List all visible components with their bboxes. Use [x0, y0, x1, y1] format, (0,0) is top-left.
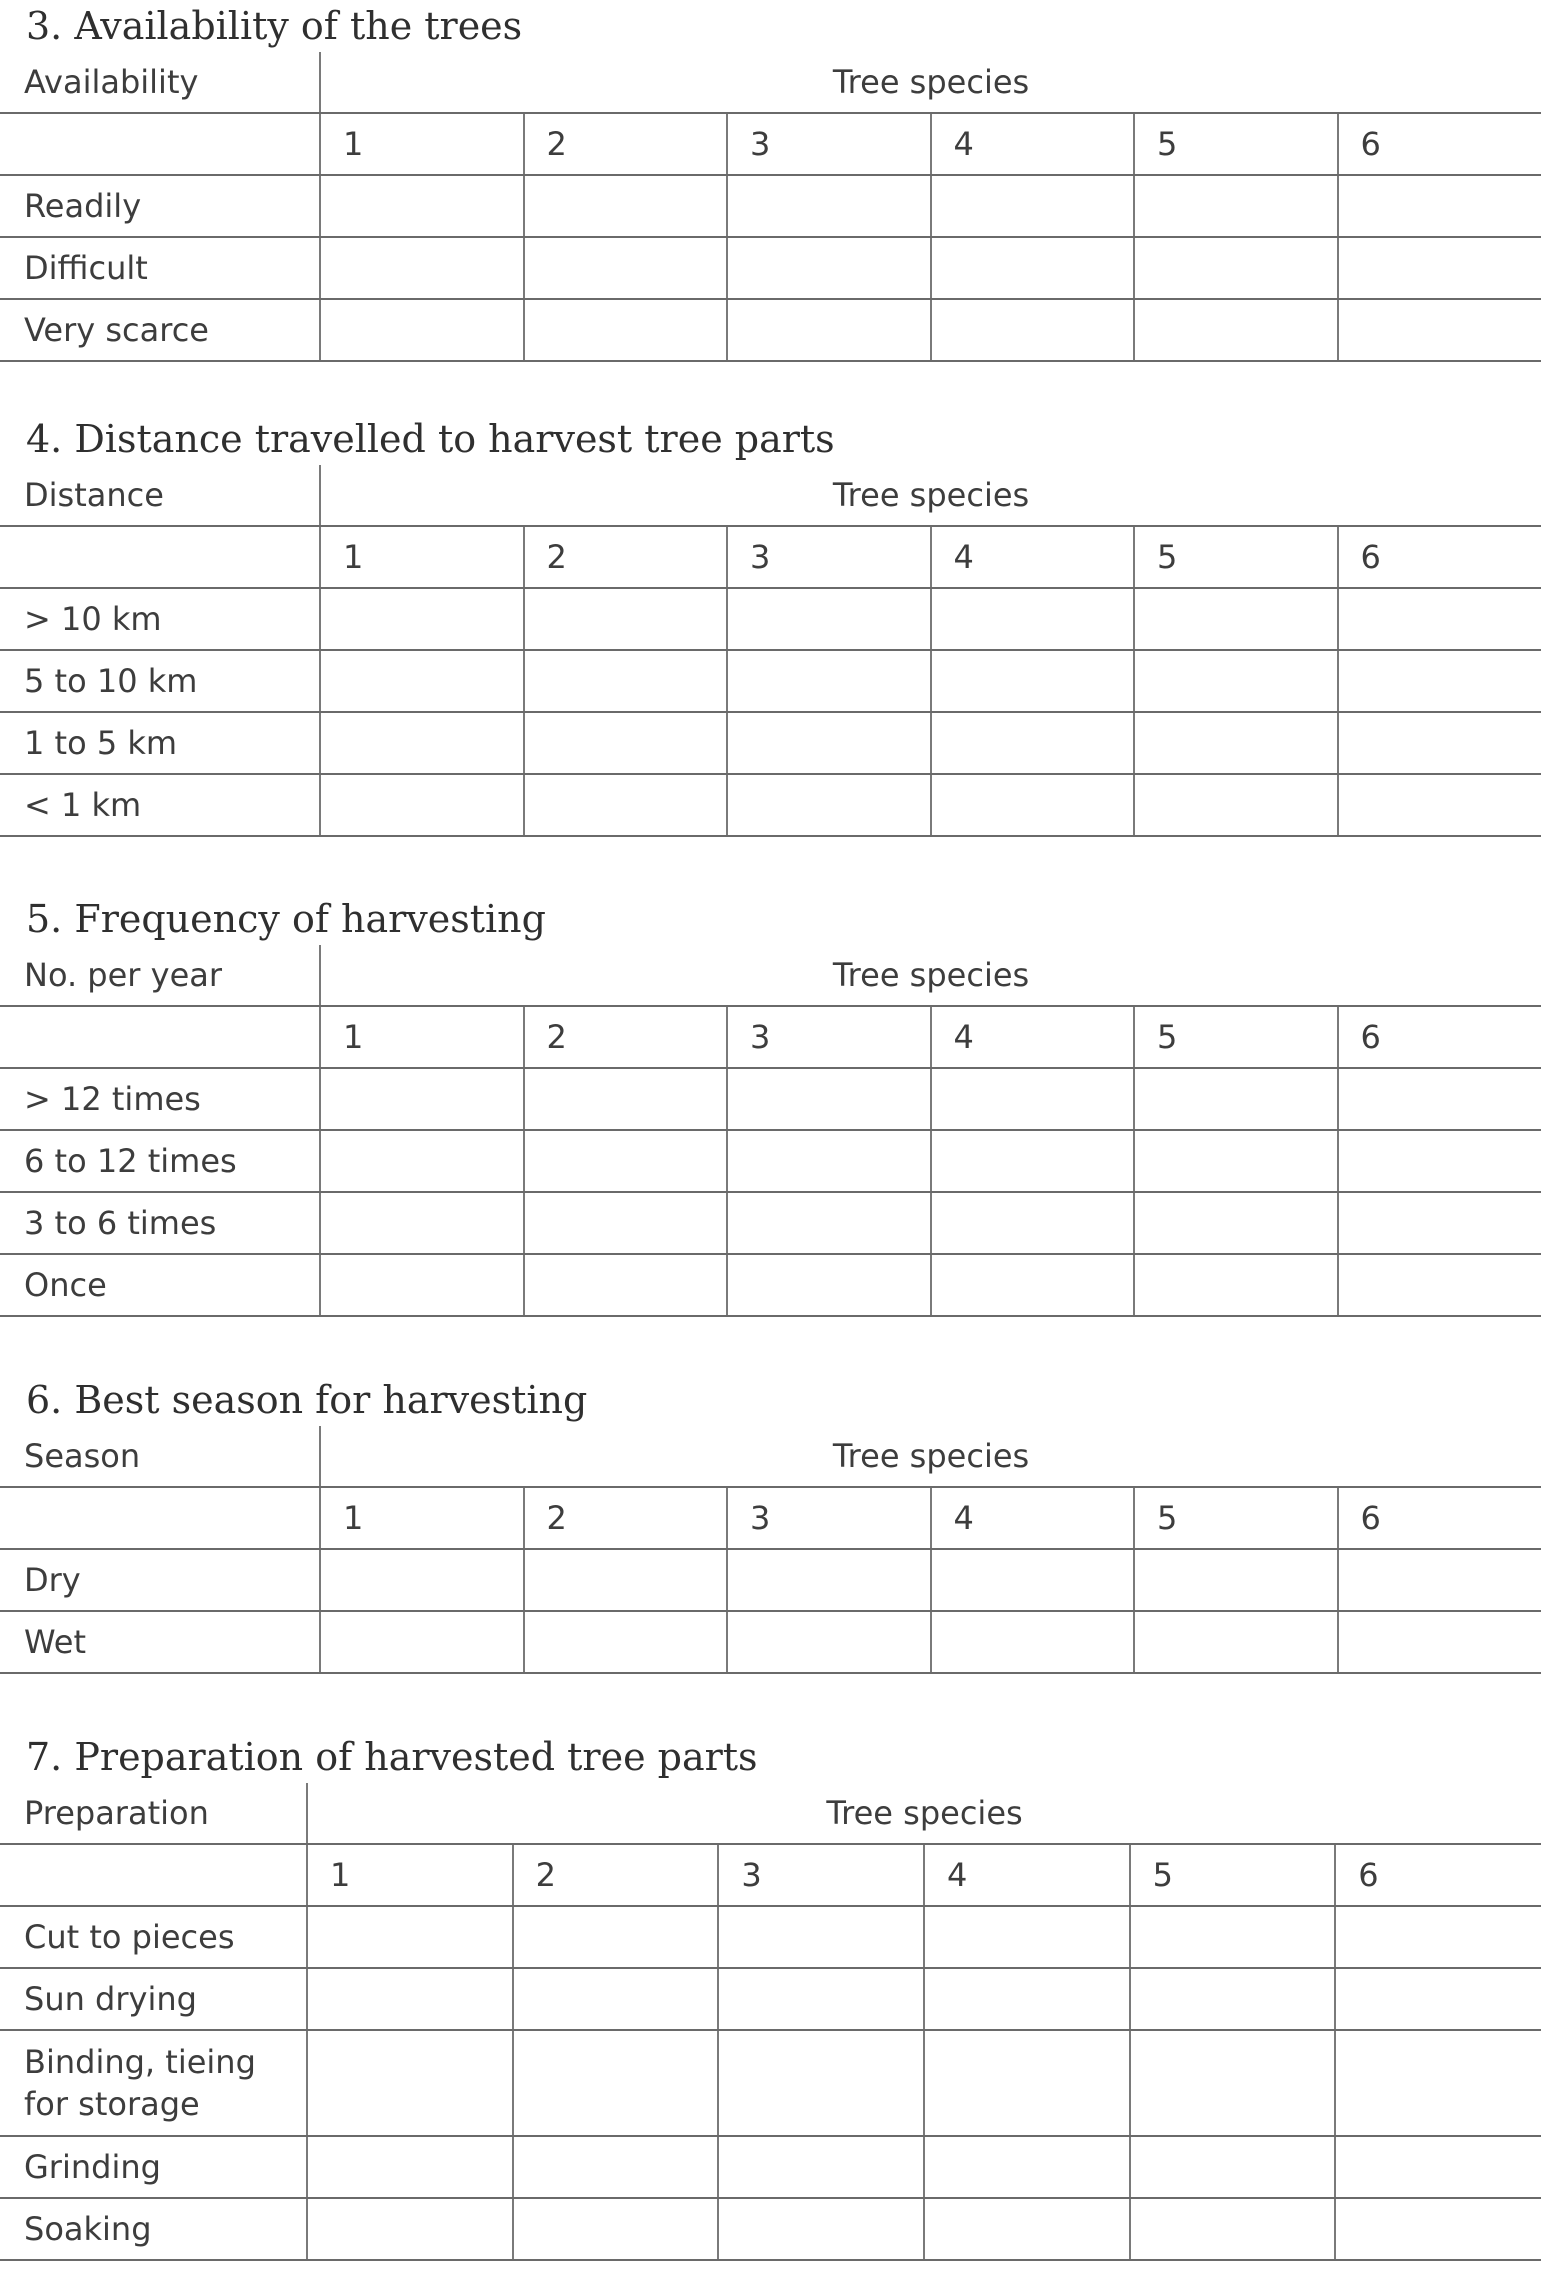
entry-cell-species-6[interactable] — [1338, 1549, 1542, 1611]
table-row — [0, 2198, 1541, 2260]
entry-cell-species-1[interactable] — [320, 712, 524, 774]
entry-cell-species-4[interactable] — [931, 299, 1135, 361]
entry-cell-species-2[interactable] — [513, 1968, 719, 2030]
species-number-5: 5 — [1134, 113, 1338, 175]
entry-cell-species-5[interactable] — [1134, 1130, 1338, 1192]
species-number-6: 6 — [1338, 1487, 1542, 1549]
species-number-4: 4 — [924, 1844, 1130, 1906]
species-number-5: 5 — [1134, 1487, 1338, 1549]
species-number-3: 3 — [718, 1844, 924, 1906]
entry-cell-species-3[interactable] — [727, 1192, 931, 1254]
row-label-binding-tieing-for-storage: Binding, tieing for storage — [0, 2030, 307, 2136]
entry-cell-species-2[interactable] — [513, 1906, 719, 1968]
row-label-once: Once — [0, 1254, 320, 1316]
entry-cell-species-4[interactable] — [924, 1906, 1130, 1968]
entry-cell-species-3[interactable] — [718, 2030, 924, 2136]
header-row — [0, 465, 1541, 526]
entry-cell-species-6[interactable] — [1338, 712, 1542, 774]
entry-cell-species-3[interactable] — [718, 2136, 924, 2198]
table-row — [0, 1068, 1541, 1130]
row-label-10-km: > 10 km — [0, 588, 320, 650]
entry-cell-species-5[interactable] — [1134, 712, 1338, 774]
entry-cell-species-3[interactable] — [718, 1968, 924, 2030]
entry-cell-species-2[interactable] — [524, 299, 728, 361]
section-title: 6. Best season for harvesting — [26, 1378, 588, 1422]
entry-cell-species-4[interactable] — [931, 1254, 1135, 1316]
entry-cell-species-6[interactable] — [1338, 1611, 1542, 1673]
row-header-label: No. per year — [0, 945, 320, 1006]
header-row — [0, 945, 1541, 1006]
section-5-frequency-of-harvesting — [0, 893, 1541, 1317]
tree-species-header: Tree species — [320, 945, 1541, 1006]
species-number-3: 3 — [727, 1487, 931, 1549]
entry-cell-species-2[interactable] — [524, 588, 728, 650]
row-label-1-km: < 1 km — [0, 774, 320, 836]
row-header-label: Availability — [0, 52, 320, 113]
entry-cell-species-3[interactable] — [727, 1130, 931, 1192]
entry-cell-species-4[interactable] — [931, 1611, 1135, 1673]
tally-table — [0, 465, 1541, 837]
tally-table — [0, 1783, 1541, 2261]
tally-table — [0, 945, 1541, 1317]
entry-cell-species-1[interactable] — [320, 1192, 524, 1254]
tree-species-header: Tree species — [320, 1426, 1541, 1487]
entry-cell-species-4[interactable] — [931, 237, 1135, 299]
entry-cell-species-6[interactable] — [1335, 1968, 1541, 2030]
species-number-row — [0, 1844, 1541, 1906]
entry-cell-species-5[interactable] — [1130, 2198, 1336, 2260]
species-number-6: 6 — [1338, 1006, 1542, 1068]
entry-cell-species-4[interactable] — [924, 2136, 1130, 2198]
entry-cell-species-5[interactable] — [1134, 237, 1338, 299]
species-number-row — [0, 113, 1541, 175]
species-number-1: 1 — [307, 1844, 513, 1906]
row-label-cut-to-pieces: Cut to pieces — [0, 1906, 307, 1968]
row-header-label: Season — [0, 1426, 320, 1487]
entry-cell-species-3[interactable] — [727, 175, 931, 237]
row-label-sun-drying: Sun drying — [0, 1968, 307, 2030]
species-number-2: 2 — [513, 1844, 719, 1906]
entry-cell-species-1[interactable] — [320, 588, 524, 650]
entry-cell-species-6[interactable] — [1335, 2136, 1541, 2198]
species-number-row — [0, 526, 1541, 588]
entry-cell-species-3[interactable] — [727, 712, 931, 774]
entry-cell-species-6[interactable] — [1338, 588, 1542, 650]
species-number-1: 1 — [320, 113, 524, 175]
entry-cell-species-4[interactable] — [924, 2198, 1130, 2260]
entry-cell-species-4[interactable] — [931, 650, 1135, 712]
entry-cell-species-1[interactable] — [320, 1130, 524, 1192]
table-row — [0, 1611, 1541, 1673]
entry-cell-species-1[interactable] — [307, 1906, 513, 1968]
table-row — [0, 1192, 1541, 1254]
section-6-best-season-for-harvesting — [0, 1374, 1541, 1674]
section-7-preparation-of-harvested-tree-parts — [0, 1731, 1541, 2261]
species-number-6: 6 — [1338, 113, 1542, 175]
entry-cell-species-5[interactable] — [1134, 1549, 1338, 1611]
table-row — [0, 774, 1541, 836]
entry-cell-species-3[interactable] — [727, 1254, 931, 1316]
entry-cell-species-5[interactable] — [1130, 2136, 1336, 2198]
species-number-2: 2 — [524, 526, 728, 588]
entry-cell-species-3[interactable] — [718, 2198, 924, 2260]
species-number-5: 5 — [1130, 1844, 1336, 1906]
row-label-very-scarce: Very scarce — [0, 299, 320, 361]
entry-cell-species-2[interactable] — [524, 1192, 728, 1254]
row-label-6-to-12-times: 6 to 12 times — [0, 1130, 320, 1192]
table-row — [0, 237, 1541, 299]
blank-header-cell — [0, 113, 320, 175]
entry-cell-species-5[interactable] — [1134, 1254, 1338, 1316]
entry-cell-species-2[interactable] — [524, 1254, 728, 1316]
table-row — [0, 588, 1541, 650]
header-row — [0, 1426, 1541, 1487]
entry-cell-species-5[interactable] — [1134, 175, 1338, 237]
row-label-grinding: Grinding — [0, 2136, 307, 2198]
entry-cell-species-6[interactable] — [1335, 2198, 1541, 2260]
entry-cell-species-4[interactable] — [931, 1192, 1135, 1254]
row-label-readily: Readily — [0, 175, 320, 237]
entry-cell-species-5[interactable] — [1134, 299, 1338, 361]
entry-cell-species-6[interactable] — [1338, 1130, 1542, 1192]
entry-cell-species-2[interactable] — [524, 712, 728, 774]
table-row — [0, 299, 1541, 361]
entry-cell-species-1[interactable] — [320, 299, 524, 361]
entry-cell-species-2[interactable] — [513, 2030, 719, 2136]
species-number-1: 1 — [320, 526, 524, 588]
entry-cell-species-1[interactable] — [320, 774, 524, 836]
entry-cell-species-2[interactable] — [513, 2198, 719, 2260]
entry-cell-species-5[interactable] — [1134, 650, 1338, 712]
entry-cell-species-2[interactable] — [524, 1549, 728, 1611]
entry-cell-species-3[interactable] — [727, 1068, 931, 1130]
species-number-4: 4 — [931, 113, 1135, 175]
entry-cell-species-5[interactable] — [1134, 588, 1338, 650]
entry-cell-species-3[interactable] — [727, 299, 931, 361]
entry-cell-species-4[interactable] — [924, 2030, 1130, 2136]
blank-header-cell — [0, 1844, 307, 1906]
entry-cell-species-2[interactable] — [524, 774, 728, 836]
species-number-5: 5 — [1134, 1006, 1338, 1068]
header-row — [0, 52, 1541, 113]
entry-cell-species-1[interactable] — [320, 1068, 524, 1130]
table-row — [0, 2136, 1541, 2198]
species-number-2: 2 — [524, 113, 728, 175]
entry-cell-species-5[interactable] — [1130, 1906, 1336, 1968]
entry-cell-species-3[interactable] — [727, 1611, 931, 1673]
entry-cell-species-4[interactable] — [931, 1068, 1135, 1130]
table-row — [0, 1254, 1541, 1316]
entry-cell-species-1[interactable] — [320, 1254, 524, 1316]
entry-cell-species-6[interactable] — [1335, 1906, 1541, 1968]
row-header-label: Preparation — [0, 1783, 307, 1844]
entry-cell-species-3[interactable] — [727, 650, 931, 712]
row-label-wet: Wet — [0, 1611, 320, 1673]
section-title: 4. Distance travelled to harvest tree parts — [26, 417, 835, 461]
species-number-5: 5 — [1134, 526, 1338, 588]
section-title: 7. Preparation of harvested tree parts — [26, 1735, 758, 1779]
entry-cell-species-2[interactable] — [524, 175, 728, 237]
tree-species-header: Tree species — [320, 52, 1541, 113]
row-label-3-to-6-times: 3 to 6 times — [0, 1192, 320, 1254]
entry-cell-species-4[interactable] — [931, 712, 1135, 774]
entry-cell-species-6[interactable] — [1338, 237, 1542, 299]
entry-cell-species-1[interactable] — [307, 1968, 513, 2030]
row-label-12-times: > 12 times — [0, 1068, 320, 1130]
row-label-soaking: Soaking — [0, 2198, 307, 2260]
entry-cell-species-6[interactable] — [1338, 774, 1542, 836]
species-number-3: 3 — [727, 113, 931, 175]
entry-cell-species-6[interactable] — [1338, 650, 1542, 712]
section-4-distance-travelled-to-harvest-tree-parts — [0, 413, 1541, 837]
blank-header-cell — [0, 1487, 320, 1549]
entry-cell-species-4[interactable] — [931, 774, 1135, 836]
entry-cell-species-6[interactable] — [1338, 1068, 1542, 1130]
entry-cell-species-5[interactable] — [1134, 1192, 1338, 1254]
entry-cell-species-4[interactable] — [931, 1549, 1135, 1611]
table-row — [0, 1906, 1541, 1968]
entry-cell-species-4[interactable] — [931, 588, 1135, 650]
species-number-6: 6 — [1335, 1844, 1541, 1906]
species-number-3: 3 — [727, 1006, 931, 1068]
tally-table — [0, 52, 1541, 362]
table-row — [0, 650, 1541, 712]
species-number-1: 1 — [320, 1006, 524, 1068]
table-row — [0, 1968, 1541, 2030]
entry-cell-species-1[interactable] — [320, 1549, 524, 1611]
row-label-1-to-5-km: 1 to 5 km — [0, 712, 320, 774]
entry-cell-species-1[interactable] — [320, 237, 524, 299]
entry-cell-species-2[interactable] — [524, 237, 728, 299]
table-row — [0, 1130, 1541, 1192]
tally-table — [0, 1426, 1541, 1674]
entry-cell-species-6[interactable] — [1338, 299, 1542, 361]
entry-cell-species-6[interactable] — [1338, 1254, 1542, 1316]
species-number-4: 4 — [931, 526, 1135, 588]
species-number-2: 2 — [524, 1006, 728, 1068]
species-number-4: 4 — [931, 1006, 1135, 1068]
species-number-4: 4 — [931, 1487, 1135, 1549]
species-number-2: 2 — [524, 1487, 728, 1549]
section-3-availability-of-the-trees — [0, 0, 1541, 362]
blank-header-cell — [0, 1006, 320, 1068]
row-header-label: Distance — [0, 465, 320, 526]
entry-cell-species-2[interactable] — [524, 1068, 728, 1130]
section-title: 5. Frequency of harvesting — [26, 897, 546, 941]
entry-cell-species-5[interactable] — [1130, 1968, 1336, 2030]
entry-cell-species-4[interactable] — [931, 1130, 1135, 1192]
species-number-row — [0, 1487, 1541, 1549]
species-number-6: 6 — [1338, 526, 1542, 588]
tree-species-header: Tree species — [320, 465, 1541, 526]
table-row — [0, 175, 1541, 237]
entry-cell-species-1[interactable] — [307, 2136, 513, 2198]
entry-cell-species-2[interactable] — [524, 1611, 728, 1673]
entry-cell-species-4[interactable] — [924, 1968, 1130, 2030]
tree-species-header: Tree species — [307, 1783, 1541, 1844]
entry-cell-species-1[interactable] — [320, 175, 524, 237]
entry-cell-species-2[interactable] — [524, 1130, 728, 1192]
entry-cell-species-3[interactable] — [727, 774, 931, 836]
row-label-dry: Dry — [0, 1549, 320, 1611]
entry-cell-species-3[interactable] — [718, 1906, 924, 1968]
entry-cell-species-6[interactable] — [1338, 1192, 1542, 1254]
entry-cell-species-6[interactable] — [1338, 175, 1542, 237]
blank-header-cell — [0, 526, 320, 588]
entry-cell-species-6[interactable] — [1335, 2030, 1541, 2136]
entry-cell-species-5[interactable] — [1134, 1068, 1338, 1130]
entry-cell-species-1[interactable] — [307, 2198, 513, 2260]
entry-cell-species-1[interactable] — [307, 2030, 513, 2136]
entry-cell-species-5[interactable] — [1134, 774, 1338, 836]
species-number-3: 3 — [727, 526, 931, 588]
entry-cell-species-1[interactable] — [320, 650, 524, 712]
entry-cell-species-5[interactable] — [1130, 2030, 1336, 2136]
section-title: 3. Availability of the trees — [26, 4, 523, 48]
entry-cell-species-3[interactable] — [727, 1549, 931, 1611]
table-row — [0, 712, 1541, 774]
entry-cell-species-2[interactable] — [524, 650, 728, 712]
entry-cell-species-4[interactable] — [931, 175, 1135, 237]
entry-cell-species-3[interactable] — [727, 588, 931, 650]
header-row — [0, 1783, 1541, 1844]
species-number-row — [0, 1006, 1541, 1068]
species-number-1: 1 — [320, 1487, 524, 1549]
entry-cell-species-3[interactable] — [727, 237, 931, 299]
entry-cell-species-1[interactable] — [320, 1611, 524, 1673]
row-label-5-to-10-km: 5 to 10 km — [0, 650, 320, 712]
table-row — [0, 2030, 1541, 2136]
entry-cell-species-2[interactable] — [513, 2136, 719, 2198]
entry-cell-species-5[interactable] — [1134, 1611, 1338, 1673]
table-row — [0, 1549, 1541, 1611]
row-label-difficult: Difficult — [0, 237, 320, 299]
